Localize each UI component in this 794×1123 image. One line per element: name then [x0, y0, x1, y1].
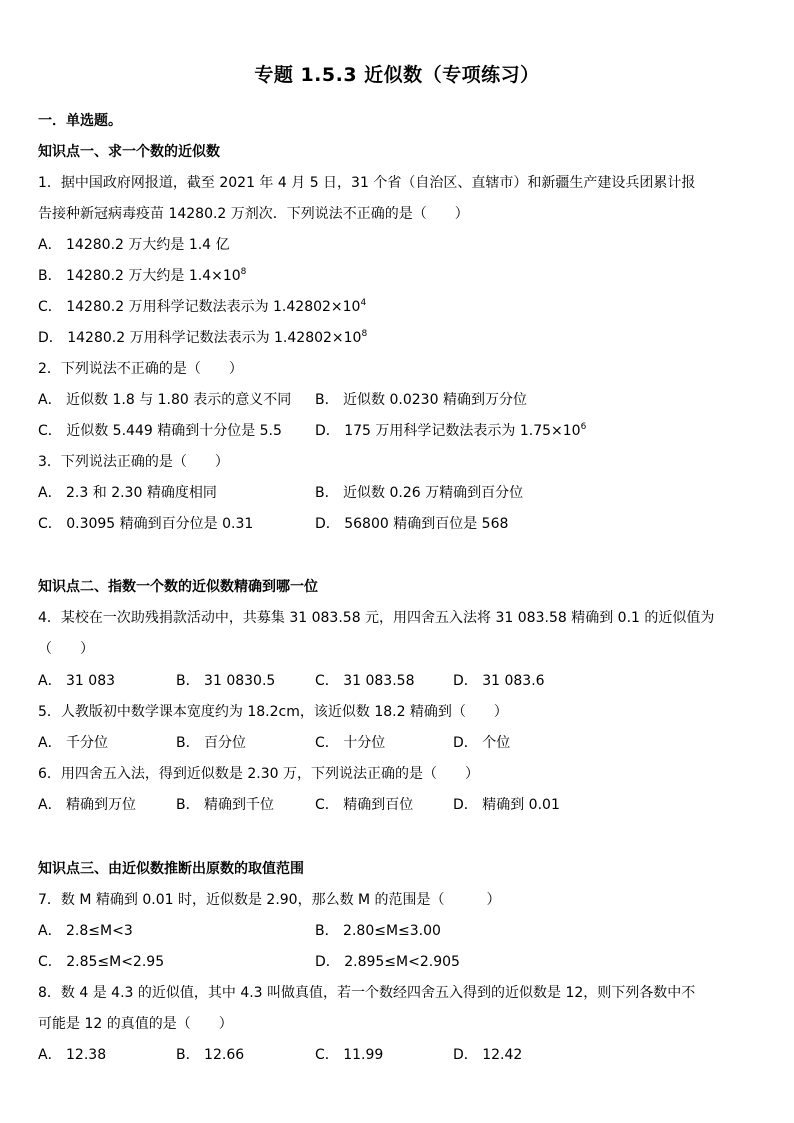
section-heading: 一．单选题。 [38, 113, 122, 129]
q5-option-d: D． 个位 [453, 735, 511, 751]
q4-option-a: A． 31 083 [38, 673, 116, 689]
q4-stem-line1: 4．某校在一次助残捐款活动中，共募集 31 083.58 元，用四舍五入法将 31 083.58 精确到 0.1 的近似值为 [38, 610, 715, 626]
q5-option-a: A． 千分位 [38, 735, 109, 751]
q8-option-b: B． 12.66 [176, 1047, 245, 1063]
q1-option-c: C． 14280.2 万用科学记数法表示为 $1.42802\times 10^4$ [38, 298, 367, 315]
q6-option-d: D． 精确到 0.01 [453, 797, 560, 813]
q8-option-a: A． 12.38 [38, 1047, 107, 1063]
q4-stem-line2: （ ） [38, 641, 94, 657]
q3-option-b: B． 近似数 0.26 万精确到百分位 [315, 485, 524, 501]
q6-option-a: A． 精确到万位 [38, 797, 137, 813]
q2-option-b: B． 近似数 0.0230 精确到万分位 [315, 392, 527, 408]
q8-option-c: C． 11.99 [315, 1047, 384, 1063]
q5-option-b: B． 百分位 [176, 735, 247, 751]
knowledge-point-2: 知识点二、指数一个数的近似数精确到哪一位 [38, 579, 318, 595]
q7-option-d: D． 2.895≤M<2.905 [315, 954, 460, 970]
q4-option-d: D． 31 083.6 [453, 673, 545, 689]
q3-option-d: D． 56800 精确到百位是 568 [315, 516, 509, 532]
q4-option-b: B． 31 0830.5 [176, 673, 276, 689]
q3-stem: 3．下列说法正确的是（ ） [38, 454, 229, 470]
q3-option-a: A． 2.3 和 2.30 精确度相同 [38, 485, 217, 501]
q7-option-c: C． 2.85≤M<2.95 [38, 954, 165, 970]
q3-option-c: C． 0.3095 精确到百分位是 0.31 [38, 516, 254, 532]
q1-option-a: A． 14280.2 万大约是 1.4 亿 [38, 237, 230, 253]
q1-option-b: B． 14280.2 万大约是 $1.4\times 10^8$ [38, 267, 247, 284]
q1-stem-line1: 1．据中国政府网报道，截至 2021 年 4 月 5 日，31 个省（自治区、直辖市）和新疆生产建设兵团累计报 [38, 175, 696, 191]
knowledge-point-3: 知识点三、由近似数推断出原数的取值范围 [38, 861, 304, 877]
page-title: 专题 1.5.3 近似数（专项练习） [254, 64, 540, 86]
q8-option-d: D． 12.42 [453, 1047, 523, 1063]
q7-stem: 7．数 M 精确到 0.01 时，近似数是 2.90，那么数 M 的范围是（ ） [38, 892, 501, 908]
q2-option-c: C． 近似数 5.449 精确到十分位是 5.5 [38, 423, 282, 439]
q4-option-c: C． 31 083.58 [315, 673, 415, 689]
q6-option-c: C． 精确到百位 [315, 797, 414, 813]
q5-option-c: C． 十分位 [315, 735, 386, 751]
q8-stem-line2: 可能是 12 的真值的是（ ） [38, 1016, 233, 1032]
q8-stem-line1: 8．数 4 是 4.3 的近似值，其中 4.3 叫做真值，若一个数经四舍五入得到的近似数是 12，则下列各数中不 [38, 985, 696, 1001]
q6-option-b: B． 精确到千位 [176, 797, 275, 813]
q2-option-a: A． 近似数 1.8 与 1.80 表示的意义不同 [38, 392, 292, 408]
q2-stem: 2．下列说法不正确的是（ ） [38, 361, 243, 377]
knowledge-point-1: 知识点一、求一个数的近似数 [38, 144, 220, 160]
q1-stem-line2: 告接种新冠病毒疫苗 14280.2 万剂次．下列说法不正确的是（ ） [38, 206, 469, 222]
q1-option-d: D． 14280.2 万用科学记数法表示为 $1.42802\times 10^8$ [38, 329, 368, 346]
q6-stem: 6．用四舍五入法，得到近似数是 2.30 万，下列说法正确的是（ ） [38, 766, 479, 782]
q2-option-d: D． 175 万用科学记数法表示为 $1.75\times 10^6$ [315, 422, 587, 439]
q7-option-a: A． 2.8≤M<3 [38, 923, 133, 939]
q5-stem: 5．人教版初中数学课本宽度约为 18.2cm，该近似数 18.2 精确到（ ） [38, 704, 508, 720]
q7-option-b: B． 2.80≤M≤3.00 [315, 923, 441, 939]
